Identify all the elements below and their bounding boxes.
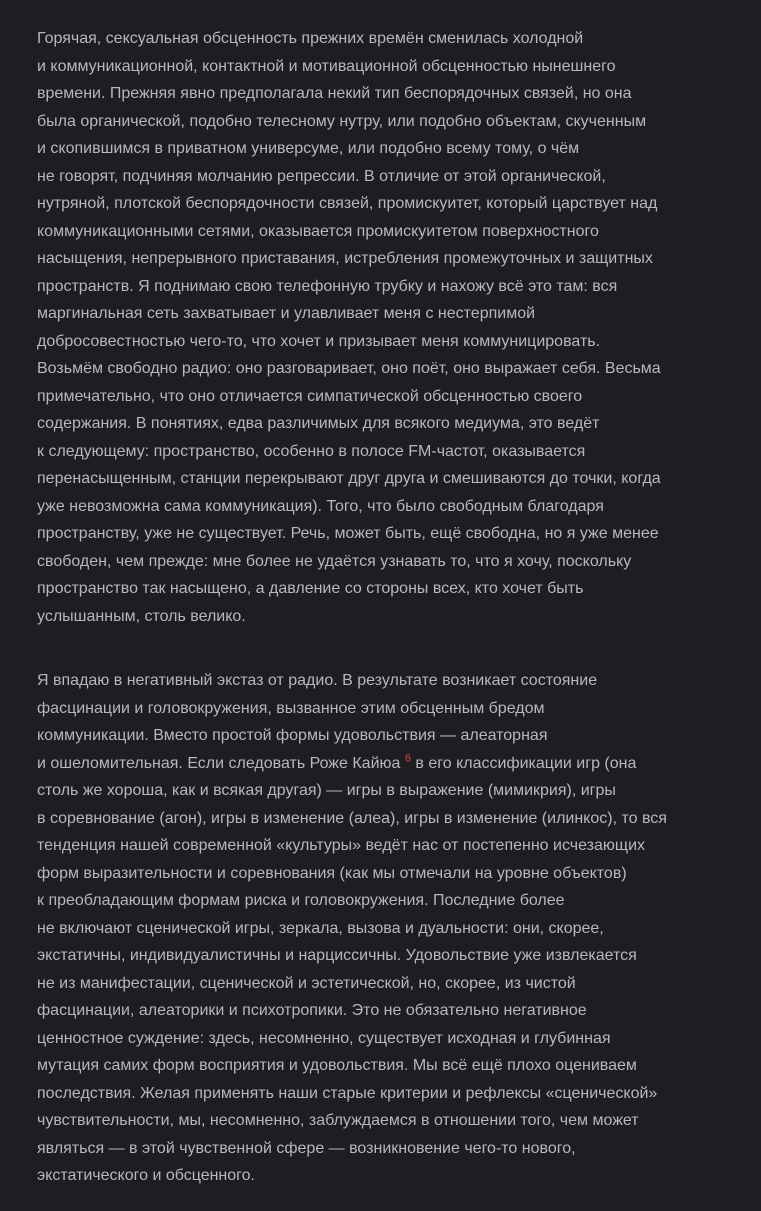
paragraph-gap	[37, 630, 737, 667]
text-line: времени. Прежняя явно предполагала некий тип беспорядочных связей, но она	[37, 85, 632, 102]
text-line: не говорят, подчиняя молчанию репрессии. В отличие от этой органической,	[37, 167, 606, 185]
text-line: перенасыщенным, станции перекрывают друг друга и смешиваются до точки, когда	[37, 470, 661, 487]
text-line: содержания. В понятиях, едва различимых для всякого медиума, это ведёт	[37, 415, 600, 432]
text-line: в соревнование (агон), игры в изменение (алеа), игры в изменение (илинкос), то вся	[37, 809, 667, 827]
text-line	[37, 750, 737, 778]
text-line: Я впадаю в негативный экстаз от радио. В результате возникает состояние	[37, 672, 598, 689]
text-line: добросовестностью чего-то, что хочет и призывает меня коммуницировать.	[37, 332, 601, 350]
text-line: ценностное суждение: здесь, несомненно, существует исходная и глубинная	[37, 1029, 611, 1047]
text-line: насыщения, непрерывного приставания, истребления промежуточных и защитных	[37, 250, 653, 267]
text-line: мутация самих форм восприятия и удовольствия. Мы всё ещё плохо оцениваем	[37, 1057, 637, 1074]
paragraph-1	[37, 25, 737, 630]
text-line: чувствительности, мы, несомненно, заблуждаемся в отношении того, чем может	[37, 1112, 639, 1129]
text-line: пространству, уже не существует. Речь, может быть, ещё свободна, но я уже менее	[37, 525, 659, 542]
text-line: к следующему: пространство, особенно в полосе FM-частот, оказывается	[37, 442, 586, 460]
text-line: форм выразительности и соревнования (как мы отмечали на уровне объектов)	[37, 864, 627, 882]
text-line: не из манифестации, сценической и эстетической, но, скорее, из чистой	[37, 974, 576, 992]
reader-content	[37, 25, 737, 1190]
text-line: тенденция нашей современной «культуры» ведёт нас от постепенно исчезающих	[37, 837, 645, 854]
text-line: нутряной, плотской беспорядочности связей, промискуитет, который царствует над	[37, 195, 658, 212]
text-line: примечательно, что оно отличается симпатической обсценностью своего	[37, 387, 583, 405]
text-line: являться — в этой чувственной сфере — возникновение чего-то нового,	[37, 1139, 576, 1157]
text-line: фасцинации, алеаторики и психотропики. Это не обязательно негативное	[37, 1002, 587, 1019]
text-line: фасцинации и головокружения, вызванное этим обсценным бредом	[37, 699, 545, 717]
text-line: пространство так насыщено, а давление со стороны всех, кто хочет быть	[37, 580, 584, 597]
text-line: и коммуникационной, контактной и мотивационной обсценностью нынешнего	[37, 57, 616, 75]
text-line: и скопившимся в приватном универсуме, или подобно всему тому, о чём	[37, 140, 580, 157]
text-line: услышанным, столь велико.	[37, 607, 246, 625]
text-line: Горячая, сексуальная обсценность прежних времён сменилась холодной	[37, 30, 584, 47]
text-line: уже невозможна сама коммуникация). Того, что было свободным благодаря	[37, 497, 604, 515]
footnote-link[interactable]: 6	[404, 752, 411, 765]
text-line: коммуникационными сетями, оказывается промискуитетом поверхностного	[37, 222, 599, 240]
text-line: последствия. Желая применять наши старые критерии и рефлексы «сценической»	[37, 1084, 658, 1102]
text-line: к преобладающим формам риска и головокружения. Последние более	[37, 892, 565, 909]
paragraph-2	[37, 667, 737, 1190]
text-line: коммуникации. Вместо простой формы удовольствия — алеаторная	[37, 727, 548, 744]
text-line: столь же хороша, как и всякая другая) — игры в выражение (мимикрия), игры	[37, 782, 616, 799]
text-fragment: в его классификации игр (она	[410, 754, 637, 772]
text-line: была органической, подобно телесному нутру, или подобно объектам, скученным	[37, 112, 647, 130]
text-line: свободен, чем прежде: мне более не удаётся узнавать то, что я хочу, поскольку	[37, 552, 632, 570]
text-line: экстатичны, индивидуалистичны и нарциссичны. Удовольствие уже извлекается	[37, 947, 637, 964]
text-line: пространств. Я поднимаю свою телефонную трубку и нахожу всё это там: вся	[37, 277, 618, 295]
text-fragment: и ошеломительная. Если следовать Роже Кайюа	[37, 754, 405, 772]
text-line: не включают сценической игры, зеркала, вызова и дуальности: они, скорее,	[37, 919, 604, 937]
text-line: Возьмём свободно радио: оно разговаривает, оно поёт, оно выражает себя. Весьма	[37, 360, 661, 377]
text-line: маргинальная сеть захватывает и улавливает меня с нестерпимой	[37, 305, 536, 322]
text-line: экстатического и обсценного.	[37, 1167, 255, 1184]
